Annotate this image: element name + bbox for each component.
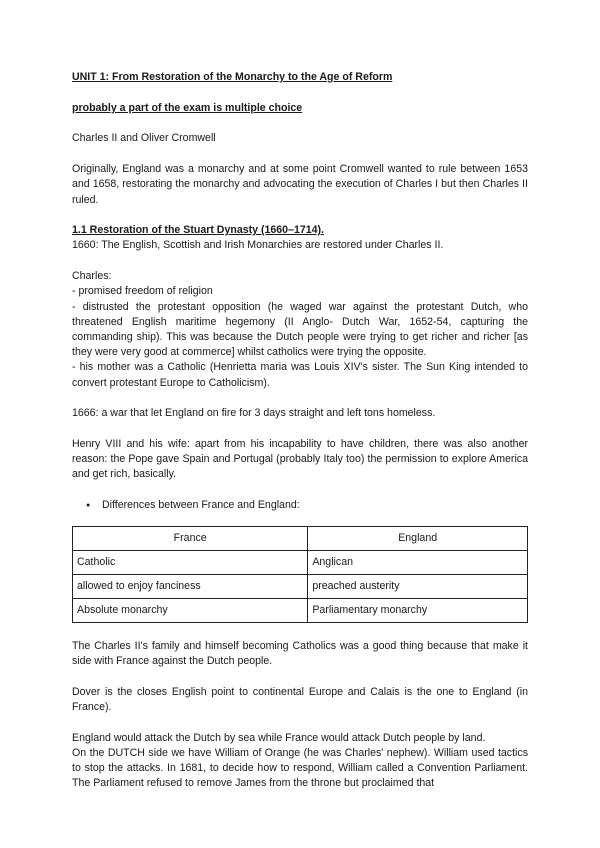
table-cell: preached austerity <box>308 575 528 599</box>
table-row <box>73 599 528 623</box>
figures-line: Charles II and Oliver Cromwell <box>72 132 216 145</box>
table-row <box>73 575 528 599</box>
fire-paragraph: 1666: a war that let England on fire for 3 days straight and left tons homeless. <box>72 407 436 420</box>
charles-point: - distrusted the protestant opposition (he waged war against the protestant Dutch, who threatened English maritime hegemony (II Anglo- Dutch War, 1652-54, capturing the commanding ship). This was because the Dutch people were trying to get richer and richer [as they were very good at commerce] whilst catholics were trying the opposite. <box>72 300 528 359</box>
exam-note: probably a part of the exam is multiple choice <box>72 101 303 114</box>
dover-paragraph: Dover is the closes English point to continental Europe and Calais is the one to England (in France). <box>72 685 528 713</box>
table-header-cell: France <box>73 527 308 551</box>
bullet-item: ● Differences between France and England: <box>102 498 528 513</box>
document-page <box>72 70 528 791</box>
intro-paragraph: Originally, England was a monarchy and at some point Cromwell wanted to rule between 1653 and 1658, restorating the monarchy and advocating the execution of Charles I but then Charles II ruled. <box>72 163 528 206</box>
table-cell: allowed to enjoy fanciness <box>73 575 308 599</box>
attack-line: England would attack the Dutch by sea while France would attack Dutch people by land. <box>72 731 486 744</box>
table-header-cell: England <box>308 527 528 551</box>
charles-point: - promised freedom of religion <box>72 285 213 298</box>
table-header-row <box>73 527 528 551</box>
unit-title: UNIT 1: From Restoration of the Monarchy to the Age of Reform <box>72 71 393 83</box>
comparison-table <box>72 526 528 623</box>
dutch-paragraph: On the DUTCH side we have William of Orange (he was Charles' nephew). William used tactics to stop the attacks. In 1681, to decide how to respond, William called a Convention Parliament. The Parliament refused to remove James from the throne but proclaimed that <box>72 746 528 790</box>
table-cell: Absolute monarchy <box>73 599 308 623</box>
table-row <box>73 551 528 575</box>
bullet-list <box>72 498 528 513</box>
section-heading: 1.1 Restoration of the Stuart Dynasty (1660–1714). <box>72 224 324 237</box>
table-cell: Catholic <box>73 551 308 575</box>
charles-label: Charles: <box>72 270 112 283</box>
section-line: 1660: The English, Scottish and Irish Monarchies are restored under Charles II. <box>72 239 444 252</box>
charles-point: - his mother was a Catholic (Henrietta maria was Louis XIV's sister. The Sun King intended to convert protestant Europe to Catholicism). <box>72 361 528 389</box>
table-cell: Anglican <box>308 551 528 575</box>
table-cell: Parliamentary monarchy <box>308 599 528 623</box>
henry-paragraph: Henry VIII and his wife: apart from his incapability to have children, there was also another reason: the Pope gave Spain and Portugal (probably Italy too) the permission to explore America and get rich, basically. <box>72 437 528 481</box>
after-table-paragraph: The Charles II's family and himself becoming Catholics was a good thing because that make it side with France against the Dutch people. <box>72 639 528 667</box>
